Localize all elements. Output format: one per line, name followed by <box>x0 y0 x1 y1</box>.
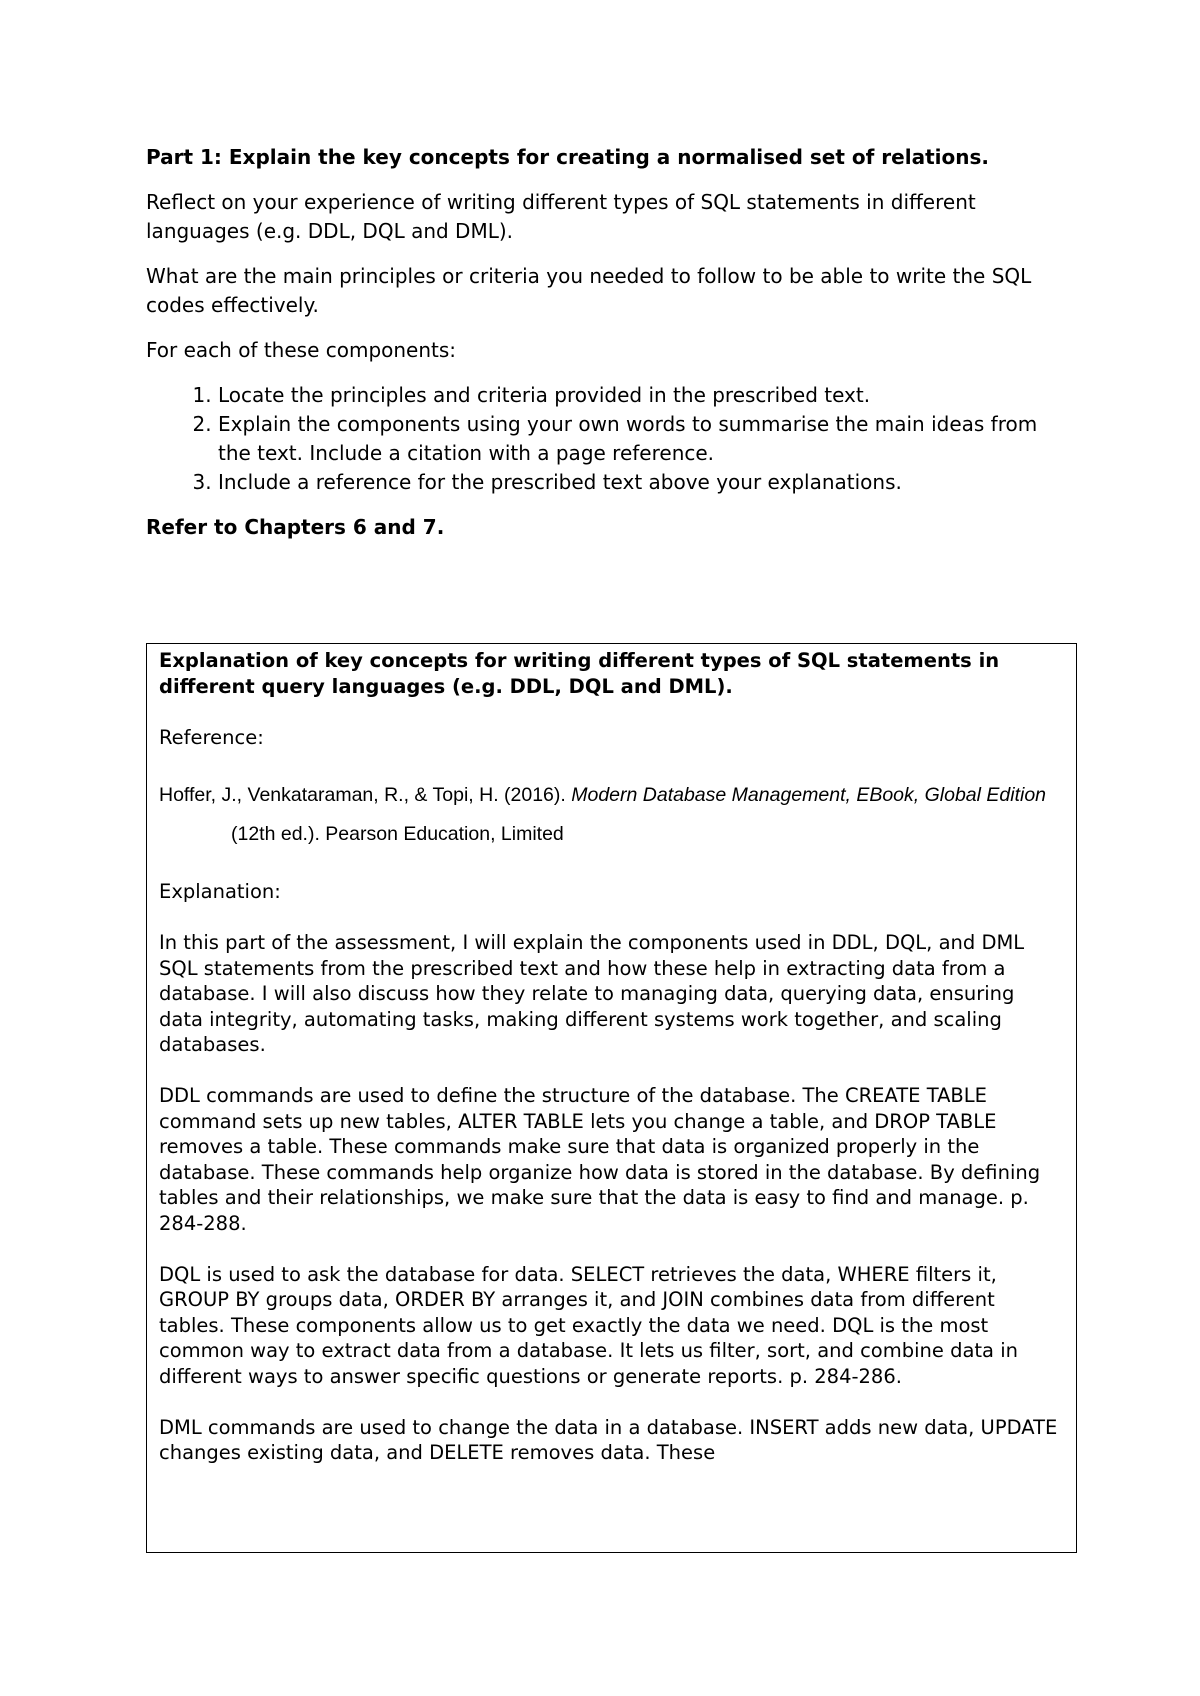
reference-label: Reference: <box>159 725 264 749</box>
chapters-reference: Refer to Chapters 6 and 7. <box>146 515 445 539</box>
answer-title: Explanation of key concepts for writing different types of SQL statements in different query languages (e.g. DDL, DQL and DML). <box>159 649 1000 698</box>
list-item: 2. Explain the components using your own words to summarise the main ideas from the text. Include a citation with a page reference. <box>218 410 1066 468</box>
components-paragraph: For each of these components: <box>146 338 457 362</box>
answer-box <box>146 643 1077 1553</box>
steps-list <box>146 381 1066 497</box>
task-instructions <box>146 143 1066 558</box>
list-item: 1. Locate the principles and criteria provided in the prescribed text. <box>218 381 1066 410</box>
dml-paragraph: DML commands are used to change the data in a database. INSERT adds new data, UPDATE changes existing data, and DELETE removes data. These <box>159 1415 1058 1464</box>
reference-authors: Hoffer, J., Venkataraman, R., & Topi, H. (2016). <box>159 783 572 806</box>
reflect-paragraph: Reflect on your experience of writing different types of SQL statements in different languages (e.g. DDL, DQL and DML). <box>146 190 976 243</box>
explanation-intro-paragraph: In this part of the assessment, I will explain the components used in DDL, DQL, and DML SQL statements from the prescribed text and how these help in extracting data from a database. I will also discuss how they relate to managing data, querying data, ensuring data integrity, automating tasks, making different systems work together, and scaling databases. <box>159 931 1025 1056</box>
dql-paragraph: DQL is used to ask the database for data. SELECT retrieves the data, WHERE filters it, GROUP BY groups data, ORDER BY arranges it, and JOIN combines data from different tables. These components allow us to get exactly the data we need. DQL is the most common way to extract data from a database. It lets us filter, sort, and combine data in different ways to answer specific questions or generate reports. p. 284-286. <box>159 1262 1018 1388</box>
question-paragraph: What are the main principles or criteria you needed to follow to be able to write the SQL codes effectively. <box>146 264 1032 317</box>
reference-book-title: Modern Database Management, EBook, Global Edition <box>571 783 1047 806</box>
reference-edition: (12th ed.). Pearson Education, Limited <box>231 822 564 845</box>
part-heading: Part 1: Explain the key concepts for creating a normalised set of relations. <box>146 145 989 169</box>
list-item: 3. Include a reference for the prescribed text above your explanations. <box>218 468 1066 497</box>
reference-entry <box>159 776 1064 854</box>
ddl-paragraph: DDL commands are used to define the structure of the database. The CREATE TABLE command sets up new tables, ALTER TABLE lets you change a table, and DROP TABLE removes a table. These commands make sure that data is organized properly in the database. These commands help organize how data is stored in the database. By defining tables and their relationships, we make sure that the data is easy to find and manage. p. 284-288. <box>159 1084 1041 1235</box>
explanation-label: Explanation: <box>159 880 281 903</box>
